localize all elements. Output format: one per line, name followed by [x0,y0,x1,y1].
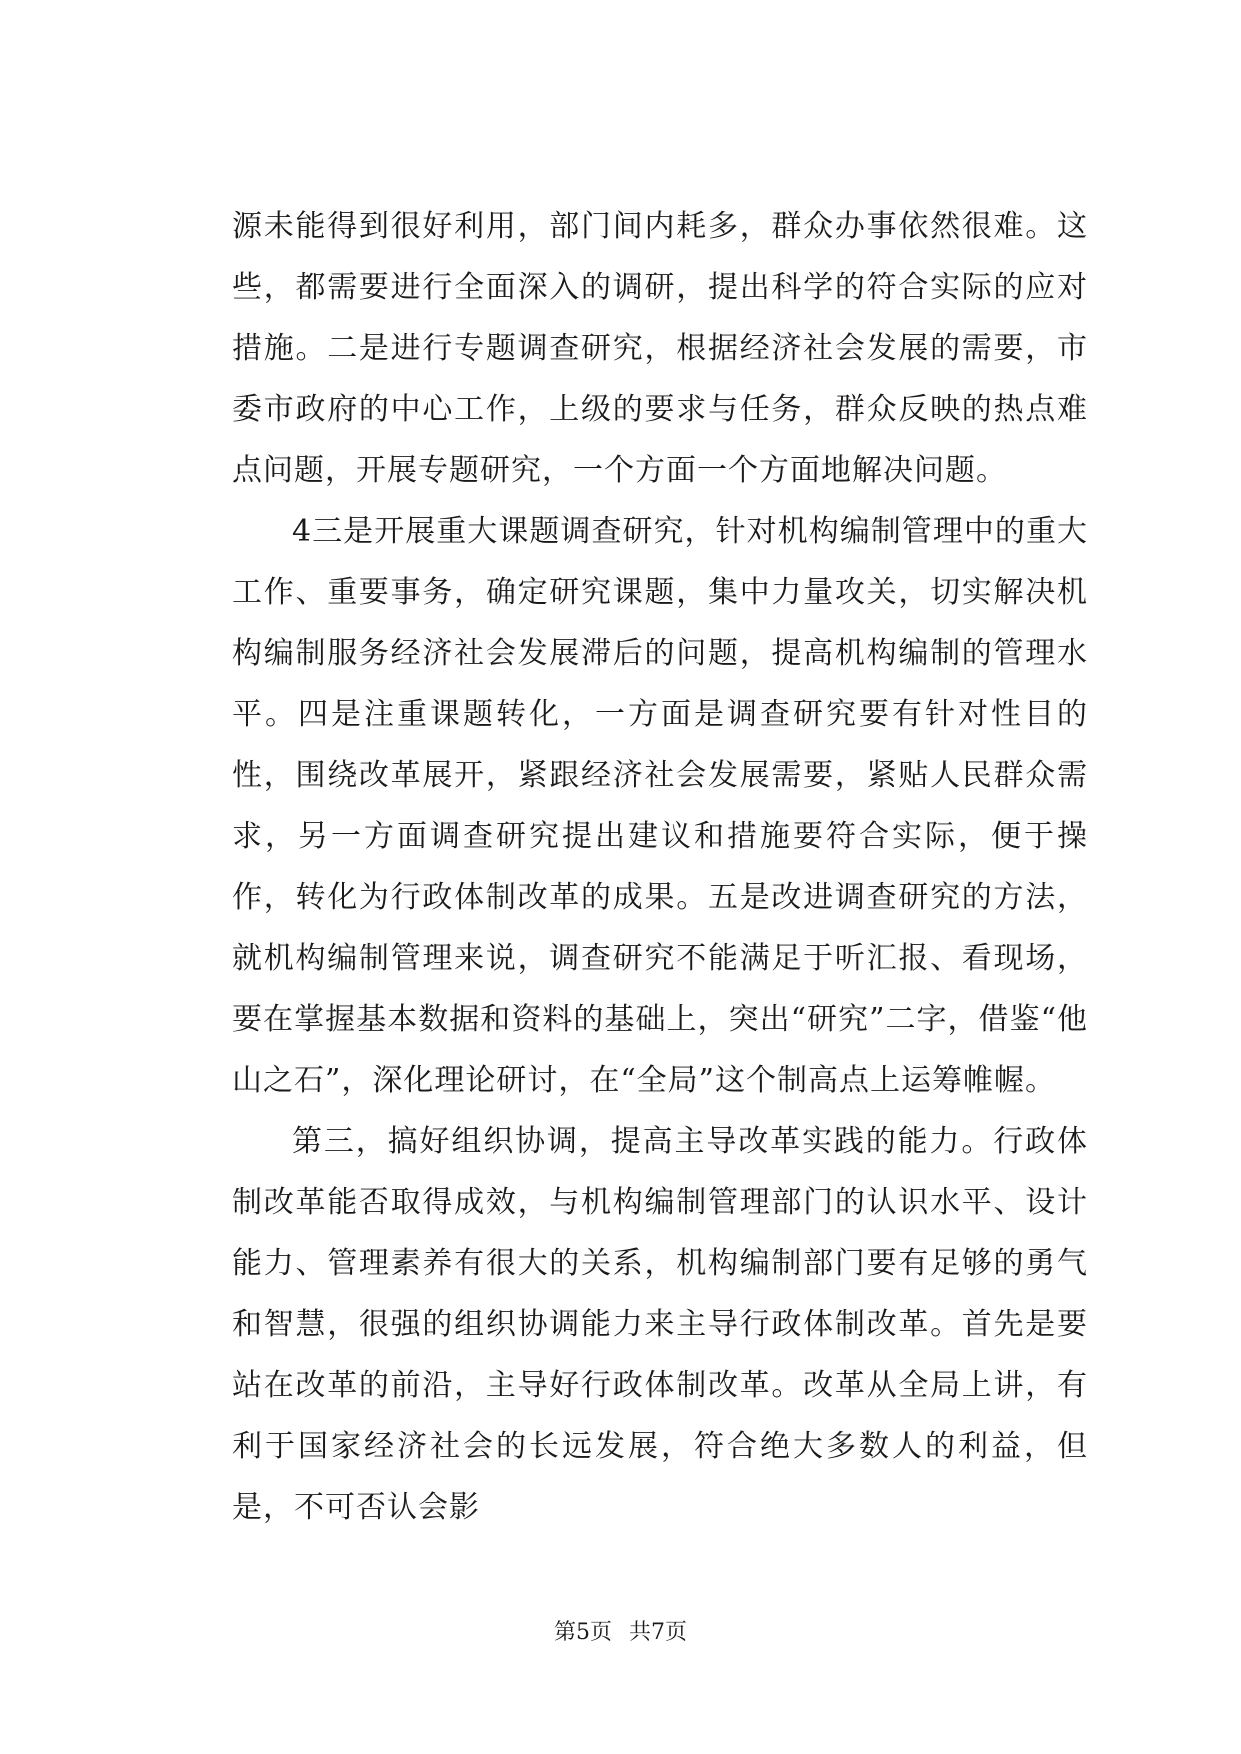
page-footer [0,1618,1241,1648]
page-total: 共7页 [629,1620,687,1645]
page-number: 第5页 [554,1620,612,1645]
paragraph-continuation: 源未能得到很好利用，部门间内耗多，群众办事依然很难。这些，都需要进行全面深入的调研，提出科学的符合实际的应对措施。二是进行专题调查研究，根据经济社会发展的需要，市委市政府的中心工作，上级的要求与任务，群众反映的热点难点问题，开展专题研究，一个方面一个方面地解决问题。 [232,209,1088,488]
paragraph-research-topics: 4三是开展重大课题调查研究，针对机构编制管理中的重大工作、重要事务，确定研究课题，集中力量攻关，切实解决机构编制服务经济社会发展滞后的问题，提高机构编制的管理水平。四是注重课题转化，一方面是调查研究要有针对性目的性，围绕改革展开，紧跟经济社会发展需要，紧贴人民群众需求，另一方面调查研究提出建议和措施要符合实际，便于操作，转化为行政体制改革的成果。五是改进调查研究的方法，就机构编制管理来说，调查研究不能满足于听汇报、看现场，要在掌握基本数据和资料的基础上，突出“研究”二字，借鉴“他山之石”，深化理论研讨，在“全局”这个制高点上运筹帷幄。 [232,514,1088,1098]
paragraph-organization-coordination: 第三，搞好组织协调，提高主导改革实践的能力。行政体制改革能否取得成效，与机构编制管理部门的认识水平、设计能力、管理素养有很大的关系，机构编制部门要有足够的勇气和智慧，很强的组织协调能力来主导行政体制改革。首先是要站在改革的前沿，主导好行政体制改革。改革从全局上讲，有利于国家经济社会的长远发展，符合绝大多数人的利益，但是，不可否认会影 [232,1124,1088,1525]
document-body [232,196,1088,1538]
